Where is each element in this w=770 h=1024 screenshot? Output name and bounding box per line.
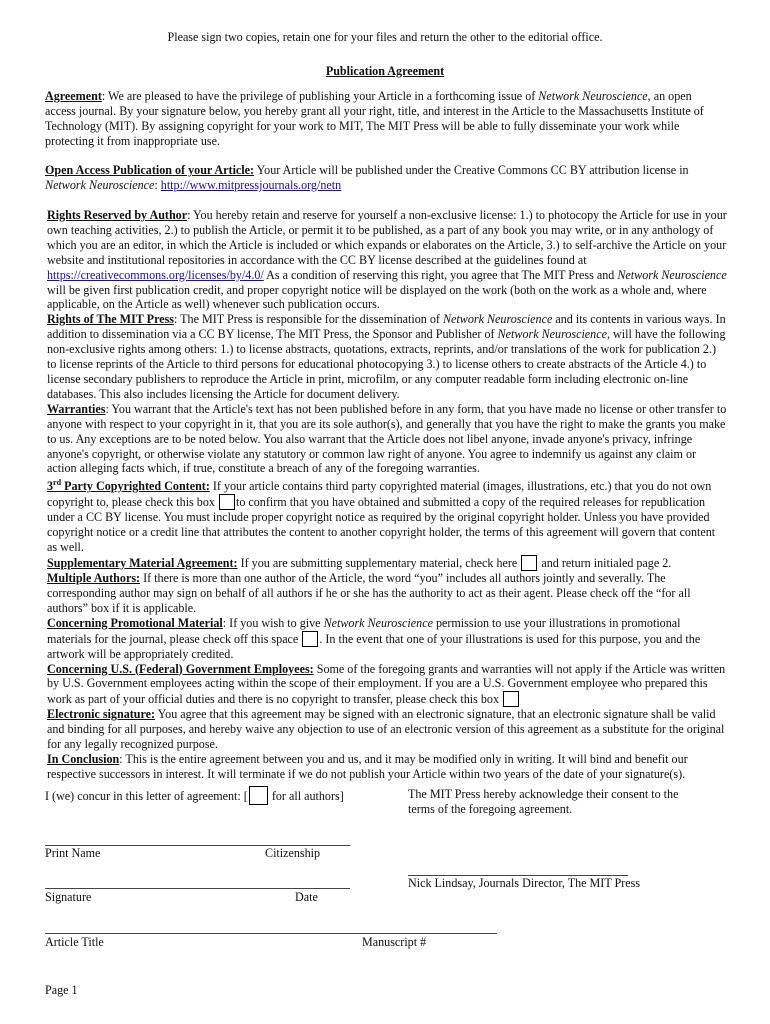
third-party-checkbox[interactable] — [219, 494, 235, 510]
supplementary-checkbox[interactable] — [521, 555, 537, 571]
print-name-label: Print Name — [45, 846, 101, 860]
supplementary-heading: Supplementary Material Agreement: — [47, 555, 238, 570]
page-title-text: Publication Agreement — [325, 64, 445, 78]
journal-name: Network Neuroscience — [497, 327, 607, 342]
journal-name: Network Neuroscience — [442, 312, 553, 327]
cc-license-link[interactable]: https://creativecommons.org/licenses/by/4.0/ — [47, 267, 264, 282]
manuscript-label: Manuscript # — [362, 935, 427, 949]
third-party-heading — [47, 479, 210, 493]
rights-mit-heading: Rights of The MIT Press — [47, 312, 174, 327]
rights-mit-text-3: , will have the following non-exclusive rights among others: 1.) to license abstracts, quotations, extracts, reprints, and/or translations of the work for publication 2.) to license reprints of the Article to third persons for educational photocopying 3.) to license others to create abstracts of the Article 4.) to license secondary publishers to reproduce the Article in print, microfilm, or any computer readable form including electronic on-line databases. This also includes licensing the Article for document delivery. — [47, 327, 726, 401]
signature-label: Signature — [45, 890, 92, 904]
citizenship-label: Citizenship — [265, 846, 321, 860]
mit-acknowledgement: The MIT Press hereby acknowledge their consent to the terms of the foregoing agreement. — [408, 787, 679, 816]
promotional-text-2: permission to use your illustrations in promotional materials for the journal, please check off this space — [47, 615, 681, 646]
promotional-checkbox[interactable] — [302, 631, 318, 647]
agreement-heading: Agreement — [45, 89, 102, 103]
conclusion-text: : This is the entire agreement between you and us, and it may be modified only in writing. It will bind and benefit our respective successors in interest. It will terminate if we do not publish your Article within two years of the date of your signature(s). — [47, 752, 688, 781]
government-checkbox[interactable] — [503, 691, 519, 707]
third-party-sup: rd — [53, 478, 62, 488]
third-party-text-1: If your article contains third party copyrighted material (images, illustrations, etc.) that you do not own copyright to, please check this box — [47, 479, 712, 510]
page-number: Page 1 — [45, 983, 78, 997]
electronic-text: You agree that this agreement may be signed with an electronic signature, that an electronic signature shall be valid and binding for all purposes, and hereby waive any objection to use of an electronic version of this agreement as a substitute for the original for any legally recognized purpose. — [47, 707, 725, 752]
electronic-heading: Electronic signature: — [47, 707, 156, 722]
open-access-text-2: : — [154, 177, 161, 192]
journal-name: Network Neuroscience — [617, 267, 727, 282]
promotional-text-1: : If you wish to give — [222, 615, 324, 630]
government-section — [47, 662, 727, 708]
rights-reserved-text-2: As a condition of reserving this right, you agree that The MIT Press and — [263, 267, 618, 282]
article-title-label: Article Title — [45, 935, 104, 949]
signature-line[interactable] — [45, 888, 350, 889]
article-title-line[interactable] — [45, 933, 497, 934]
open-access-text-1: Your Article will be published under the Creative Commons CC BY attribution license in — [254, 163, 689, 177]
electronic-section — [47, 707, 727, 752]
journal-name: Network Neuroscience — [45, 177, 155, 192]
concur-statement — [45, 786, 344, 805]
third-party-section — [47, 476, 727, 555]
conclusion-section — [47, 752, 727, 782]
journal-link[interactable]: http://www.mitpressjournals.org/netn — [160, 177, 342, 192]
journal-name: Network Neuroscience — [323, 615, 433, 630]
journal-name: Network Neuroscience — [538, 89, 648, 103]
warranties-text: : You warrant that the Article's text has not been published before in any form, that you have made no license or other transfer to anyone with respect to your copyright in it, that you are its sole author(s), and generally that you have the right to make the grants you make to us. Any exceptions are to be noted below. You also warrant that the Article does not libel anyone, invade anyone's privacy, infringe anyone's copyright, or otherwise violate any statutory or common law right of anyone. You agree to indemnify us against any claim or action alleging facts which, if true, constitute a breach of any of the foregoing warranties. — [47, 401, 727, 476]
third-party-text-2: to confirm that you have obtained and submitted a copy of the required releases for republication under a CC BY license. You must include proper copyright notice as required by the original copyright holder. Unless you have provided copyright notice or a credit line that attributes the content to another copyright holder, the terms of this agreement will govern that content as well. — [47, 495, 716, 555]
government-text: Some of the foregoing grants and warranties will not apply if the Article was written by U.S. Government employees acting within the scope of their employment. If you are a U.S. Government employee who prepared this work as part of your official duties and there is no copyright to transfer, please check this box — [47, 661, 726, 707]
concur-text-2: for all authors] — [268, 789, 344, 803]
rights-mit-text-1: : The MIT Press is responsible for the dissemination of — [174, 312, 443, 327]
all-authors-checkbox[interactable] — [249, 786, 268, 805]
header-note: Please sign two copies, retain one for your files and return the other to the editorial office. — [167, 30, 603, 44]
rights-reserved-section — [47, 208, 727, 312]
rights-reserved-text-3: will be given first publication credit, and proper copyright notice will be displayed on the work (both on the work as a whole and, where applicable, on the Article as well) whenever such publication occurs. — [47, 282, 707, 312]
third-party-heading-rest: Party Copyrighted Content: — [61, 479, 210, 494]
warranties-section — [47, 402, 727, 477]
multiple-authors-text: If there is more than one author of the Article, the word “you” includes all authors jointly and severally. The corresponding author may sign on behalf of all authors if he or she has the authority to act as their agent. Please check off the “for all authors” box if it is applicable. — [47, 570, 691, 615]
rights-reserved-text-1: : You hereby retain and reserve for yourself a non-exclusive license: 1.) to photocopy the Article for use in your own teaching activities, 2.) to publish the Article, or permit it to be published, as a part of any book you may write, or in any anthology of which you are an editor, in which the Article is included or which expands or elaborates on the Article, 3.) to self-archive the Article on your website and institutional repositories in accordance with the CC BY license described at the guidelines found at — [47, 208, 727, 267]
multiple-authors-section — [47, 571, 727, 616]
terms-body — [47, 208, 727, 782]
rights-mit-text-2: and its contents in various ways. In addition to dissemination via a CC BY license, The MIT Press, the Sponsor and Publisher of — [47, 312, 726, 342]
page-title — [0, 64, 770, 79]
promotional-text-3: . In the event that one of your illustrations is used for this purpose, you and the artwork will be appropriately credited. — [47, 631, 701, 661]
supplementary-text-1: If you are submitting supplementary material, check here — [237, 555, 521, 570]
agreement-text-1: : We are pleased to have the privilege of publishing your Article in a forthcoming issue of — [101, 89, 539, 103]
supplementary-section — [47, 555, 727, 571]
agreement-section — [45, 89, 725, 149]
concur-text-1: I (we) concur in this letter of agreement: [ — [45, 789, 248, 803]
date-label: Date — [295, 890, 318, 904]
open-access-heading: Open Access Publication of your Article: — [45, 163, 255, 177]
promotional-section — [47, 616, 727, 662]
warranties-heading: Warranties — [47, 401, 106, 416]
multiple-authors-heading: Multiple Authors: — [47, 570, 141, 585]
conclusion-heading: In Conclusion — [47, 752, 120, 767]
supplementary-text-2: and return initialed page 2. — [538, 555, 672, 570]
agreement-text-2: , an open access journal. By your signature below, you hereby grant all your right, title, and interest in the Article to the Massachusetts Institute of Technology (MIT). By assigning copyright for your work to MIT, The MIT Press will be able to fully disseminate your work while protecting it from inappropriate use. — [45, 89, 704, 148]
open-access-section — [45, 163, 725, 193]
government-heading: Concerning U.S. (Federal) Government Employees: — [47, 661, 314, 676]
rights-mit-section — [47, 312, 727, 401]
third-party-num: 3 — [47, 479, 54, 494]
rights-reserved-heading: Rights Reserved by Author — [47, 208, 188, 222]
promotional-heading: Concerning Promotional Material — [47, 615, 223, 630]
director-label: Nick Lindsay, Journals Director, The MIT Press — [408, 876, 641, 890]
